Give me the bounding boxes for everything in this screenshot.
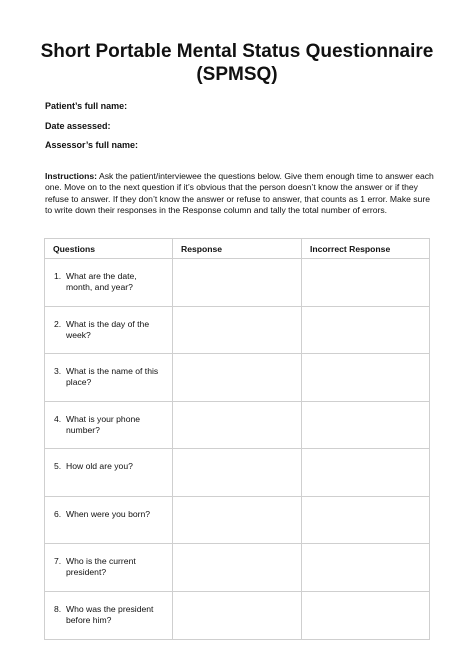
question-number: 8. — [54, 603, 62, 614]
question-text: How old are you? — [66, 461, 133, 471]
header-incorrect-response: Incorrect Response — [302, 239, 430, 259]
title-line-2: (SPMSQ) — [196, 64, 278, 85]
header-response: Response — [173, 239, 302, 259]
response-cell[interactable] — [173, 496, 302, 544]
response-cell[interactable] — [173, 544, 302, 592]
table-row — [45, 259, 430, 307]
table-row — [45, 496, 430, 544]
question-cell — [45, 544, 173, 592]
incorrect-response-cell[interactable] — [302, 591, 430, 639]
question-number: 7. — [54, 556, 62, 566]
questions-table — [44, 238, 430, 640]
question-text: What is the day of the week? — [66, 318, 150, 340]
question-text: Who was the president before him? — [66, 603, 154, 625]
question-number: 6. — [54, 508, 62, 519]
incorrect-response-cell[interactable] — [302, 496, 430, 544]
table-row — [45, 449, 430, 497]
incorrect-response-cell[interactable] — [302, 306, 430, 354]
response-cell[interactable] — [173, 401, 302, 449]
table-row — [45, 306, 430, 354]
question-cell — [45, 449, 173, 497]
response-cell[interactable] — [173, 354, 302, 402]
incorrect-response-cell[interactable] — [302, 354, 430, 402]
response-cell[interactable] — [173, 259, 302, 307]
question-text: What are the date, month, and year? — [66, 271, 137, 293]
question-cell — [45, 496, 173, 544]
question-cell — [45, 354, 173, 402]
instructions-label: Instructions: — [45, 171, 98, 181]
question-text: What is your phone number? — [66, 413, 141, 435]
table-row — [45, 354, 430, 402]
response-cell[interactable] — [173, 591, 302, 639]
response-cell[interactable] — [173, 449, 302, 497]
table-header-row — [45, 239, 430, 259]
question-cell — [45, 259, 173, 307]
title-line-1: Short Portable Mental Status Questionnaire — [40, 41, 434, 62]
incorrect-response-cell[interactable] — [302, 401, 430, 449]
question-text: Who is the current president? — [66, 556, 136, 578]
question-number: 1. — [54, 271, 62, 281]
response-cell[interactable] — [173, 306, 302, 354]
question-number: 3. — [54, 366, 62, 376]
question-cell — [45, 591, 173, 639]
patient-info-fields — [45, 101, 138, 160]
patient-name-label: Patient’s full name: — [45, 101, 128, 111]
instructions-text: Ask the patient/interviewee the questions below. Give them enough time to answer each one. Move on to the next question if it’s obvious that the person doesn’t know the answer or if they refuse to answer. If they don’t know the answer or refuse to answer, that counts as 1 error. Make sure to write down their responses in the Response column and tally the total number of errors. — [45, 171, 434, 216]
question-number: 5. — [54, 461, 62, 471]
page-title — [0, 40, 474, 86]
date-assessed-label: Date assessed: — [45, 120, 111, 131]
table-row — [45, 544, 430, 592]
question-cell — [45, 306, 173, 354]
assessor-name-label: Assessor’s full name: — [45, 140, 139, 150]
incorrect-response-cell[interactable] — [302, 259, 430, 307]
instructions-paragraph — [45, 171, 435, 217]
question-number: 4. — [54, 413, 62, 424]
question-cell — [45, 401, 173, 449]
header-questions: Questions — [45, 239, 173, 259]
table-row — [45, 401, 430, 449]
incorrect-response-cell[interactable] — [302, 449, 430, 497]
question-text: When were you born? — [66, 508, 151, 519]
question-number: 2. — [54, 318, 62, 329]
table-row — [45, 591, 430, 639]
incorrect-response-cell[interactable] — [302, 544, 430, 592]
question-text: What is the name of this place? — [66, 366, 159, 388]
